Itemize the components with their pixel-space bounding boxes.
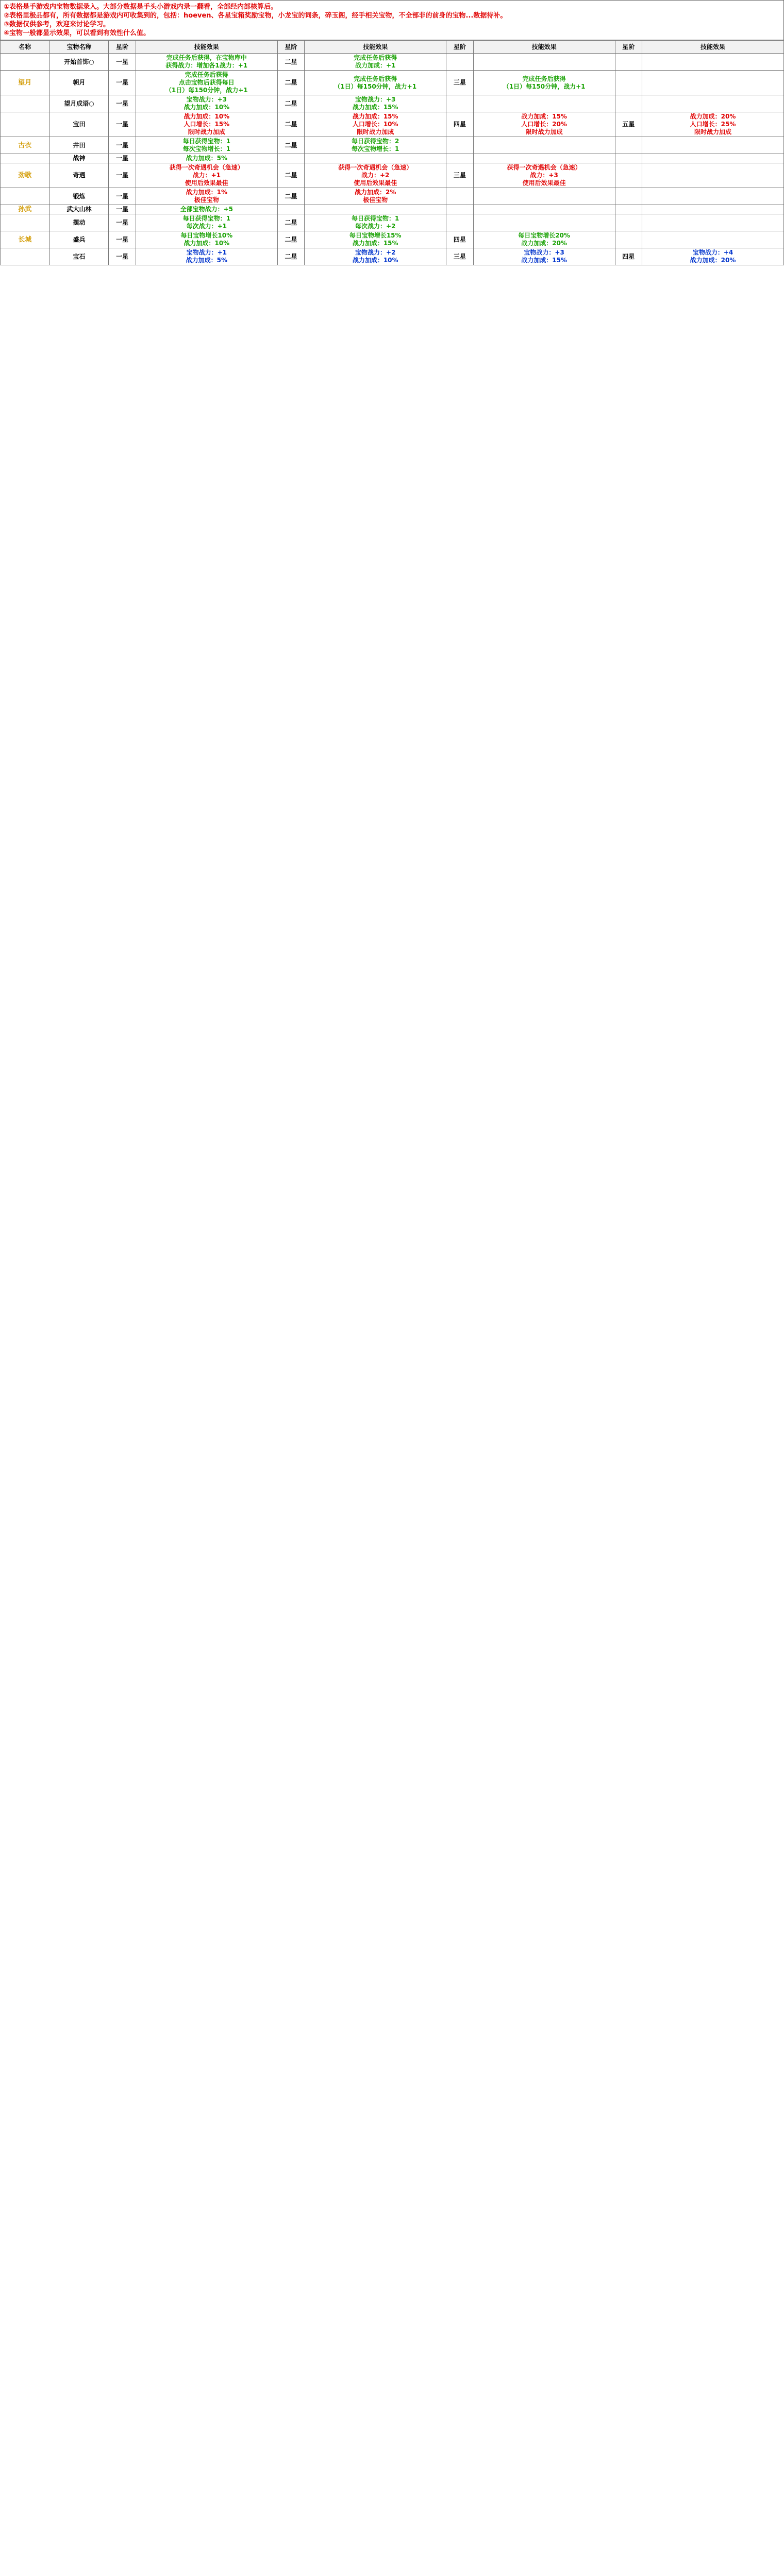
effect-text: 每日获得宝物：2 每次宝物增长：1 [305, 137, 446, 154]
star-level: 一星 [109, 231, 136, 248]
star-level: 二星 [277, 163, 305, 188]
effect-text: 获得一次奇遇机会（急速） 战力：+1 使用后效果最佳 [136, 163, 277, 188]
treasure-name: 宝田 [49, 112, 109, 137]
note-line: ④宝物一般都显示效果，可以看到有效性什么值。 [4, 29, 151, 37]
header-star: 星阶 [446, 41, 474, 54]
effect-text: 战力加成：5% [136, 154, 277, 163]
group-cell [1, 154, 50, 163]
header-effect: 技能效果 [642, 41, 784, 54]
note-line: ③数据仅供参考，欢迎来讨论学习。 [4, 21, 110, 28]
star-level [446, 154, 474, 163]
star-level: 一星 [109, 71, 136, 95]
group-cell [1, 248, 50, 265]
effect-text [473, 54, 615, 71]
effect-text: 每日获得宝物：1 每次战力：+1 [136, 214, 277, 231]
star-level [615, 95, 642, 112]
effect-text: 完成任务后获得，在宝物库中 获得战力：增加各1战力：+1 [136, 54, 277, 71]
star-level: 二星 [277, 112, 305, 137]
effect-text [642, 205, 784, 214]
table-row [1, 205, 784, 214]
star-level [615, 137, 642, 154]
table-row [1, 248, 784, 265]
star-level [446, 188, 474, 205]
effect-text: 获得一次奇遇机会（急速） 战力：+3 使用后效果最佳 [473, 163, 615, 188]
table-header-row [1, 41, 784, 54]
table-row [1, 214, 784, 231]
table-row [1, 71, 784, 95]
effect-text: 宝物战力：+2 战力加成：10% [305, 248, 446, 265]
star-level: 二星 [277, 214, 305, 231]
star-level: 二星 [277, 231, 305, 248]
table-row [1, 231, 784, 248]
treasure-name: 宝石 [49, 248, 109, 265]
treasure-table [0, 40, 784, 265]
star-level: 二星 [277, 188, 305, 205]
header-name: 宝物名称 [49, 41, 109, 54]
effect-text: 完成任务后获得 点击宝物后获得每日 （1日）每150分钟，战力+1 [136, 71, 277, 95]
star-level: 二星 [277, 137, 305, 154]
table-row [1, 137, 784, 154]
header-group: 名称 [1, 41, 50, 54]
treasure-name: 战神 [49, 154, 109, 163]
star-level: 一星 [109, 137, 136, 154]
star-level: 一星 [109, 154, 136, 163]
group-cell [1, 54, 50, 71]
effect-text [473, 214, 615, 231]
note-line: ②表格里极品都有，所有数据都是游戏内可收集到的，包括：hoeven、各星宝箱奖励宝物，小龙宝的词条，碎玉阁，经手相关宝物，不全部非的前身的宝物...数据待补。 [4, 12, 507, 20]
star-level [615, 205, 642, 214]
table-row [1, 54, 784, 71]
group-cell [1, 112, 50, 137]
effect-text [642, 95, 784, 112]
star-level: 二星 [277, 54, 305, 71]
star-level: 一星 [109, 95, 136, 112]
star-level: 一星 [109, 163, 136, 188]
effect-text: 完成任务后获得 （1日）每150分钟，战力+1 [305, 71, 446, 95]
star-level: 二星 [277, 95, 305, 112]
effect-text [642, 54, 784, 71]
star-level [446, 205, 474, 214]
treasure-name: 开始首饰○ [49, 54, 109, 71]
effect-text: 完成任务后获得 （1日）每150分钟，战力+1 [473, 71, 615, 95]
effect-text [305, 205, 446, 214]
effect-text [642, 154, 784, 163]
star-level [615, 214, 642, 231]
effect-text: 宝物战力：+3 战力加成：10% [136, 95, 277, 112]
effect-text: 战力加成：2% 极佳宝物 [305, 188, 446, 205]
star-level [277, 205, 305, 214]
star-level: 三星 [446, 71, 474, 95]
star-level [615, 231, 642, 248]
effect-text [642, 188, 784, 205]
star-level: 二星 [277, 248, 305, 265]
effect-text [642, 163, 784, 188]
star-level: 四星 [615, 248, 642, 265]
effect-text: 战力加成：10% 人口增长：15% 限时战力加成 [136, 112, 277, 137]
treasure-name: 锻炼 [49, 188, 109, 205]
table-row [1, 95, 784, 112]
effect-text: 每日获得宝物：1 每次战力：+2 [305, 214, 446, 231]
star-level: 一星 [109, 112, 136, 137]
group-cell: 孙武 [1, 205, 50, 214]
star-level: 一星 [109, 188, 136, 205]
effect-text: 战力加成：1% 极佳宝物 [136, 188, 277, 205]
treasure-name: 武大山林 [49, 205, 109, 214]
star-level [446, 54, 474, 71]
effect-text: 宝物战力：+3 战力加成：15% [305, 95, 446, 112]
star-level [277, 154, 305, 163]
header-effect: 技能效果 [136, 41, 277, 54]
effect-text [473, 95, 615, 112]
table-row [1, 163, 784, 188]
star-level [446, 214, 474, 231]
header-star: 星阶 [109, 41, 136, 54]
star-level: 一星 [109, 248, 136, 265]
group-cell [1, 214, 50, 231]
header-effect: 技能效果 [305, 41, 446, 54]
group-cell [1, 95, 50, 112]
effect-text [473, 137, 615, 154]
treasure-name: 井田 [49, 137, 109, 154]
star-level: 一星 [109, 54, 136, 71]
effect-text: 宝物战力：+1 战力加成：5% [136, 248, 277, 265]
star-level [615, 71, 642, 95]
star-level [615, 54, 642, 71]
effect-text: 战力加成：20% 人口增长：25% 限时战力加成 [642, 112, 784, 137]
group-cell: 劲歌 [1, 163, 50, 188]
effect-text [642, 214, 784, 231]
header-star: 星阶 [615, 41, 642, 54]
notes-panel [0, 0, 784, 40]
group-cell [1, 188, 50, 205]
star-level: 四星 [446, 112, 474, 137]
effect-text: 获得一次奇遇机会（急速） 战力：+2 使用后效果最佳 [305, 163, 446, 188]
star-level [446, 95, 474, 112]
effect-text: 每日获得宝物：1 每次宝物增长：1 [136, 137, 277, 154]
star-level: 五星 [615, 112, 642, 137]
effect-text: 战力加成：15% 人口增长：20% 限时战力加成 [473, 112, 615, 137]
treasure-name: 朝月 [49, 71, 109, 95]
star-level: 三星 [446, 248, 474, 265]
star-level: 二星 [277, 71, 305, 95]
star-level [615, 154, 642, 163]
treasure-name: 盛兵 [49, 231, 109, 248]
effect-text: 完成任务后获得 战力加成：+1 [305, 54, 446, 71]
star-level [615, 188, 642, 205]
effect-text [642, 231, 784, 248]
effect-text [642, 71, 784, 95]
table-row [1, 188, 784, 205]
star-level: 四星 [446, 231, 474, 248]
effect-text [473, 188, 615, 205]
effect-text: 全部宝物战力：+5 [136, 205, 277, 214]
star-level [615, 163, 642, 188]
header-effect: 技能效果 [473, 41, 615, 54]
treasure-name: 奇遇 [49, 163, 109, 188]
effect-text: 每日宝物增长20% 战力加成：20% [473, 231, 615, 248]
table-row [1, 154, 784, 163]
star-level [446, 137, 474, 154]
effect-text: 宝物战力：+3 战力加成：15% [473, 248, 615, 265]
star-level: 三星 [446, 163, 474, 188]
group-cell: 望月 [1, 71, 50, 95]
effect-text: 每日宝物增长10% 战力加成：10% [136, 231, 277, 248]
note-line: ①表格是手游戏内宝物数据录入。大部分数据是手头小游戏内录一翻看，全部经内部核算后。 [4, 3, 278, 11]
group-cell: 古衣 [1, 137, 50, 154]
effect-text [473, 205, 615, 214]
table-row [1, 112, 784, 137]
effect-text [642, 137, 784, 154]
header-star: 星阶 [277, 41, 305, 54]
star-level: 一星 [109, 214, 136, 231]
treasure-name: 望月成语○ [49, 95, 109, 112]
treasure-name: 摆动 [49, 214, 109, 231]
effect-text: 战力加成：15% 人口增长：10% 限时战力加成 [305, 112, 446, 137]
group-cell: 长城 [1, 231, 50, 248]
effect-text: 宝物战力：+4 战力加成：20% [642, 248, 784, 265]
effect-text [473, 154, 615, 163]
star-level: 一星 [109, 205, 136, 214]
effect-text [305, 154, 446, 163]
effect-text: 每日宝物增长15% 战力加成：15% [305, 231, 446, 248]
